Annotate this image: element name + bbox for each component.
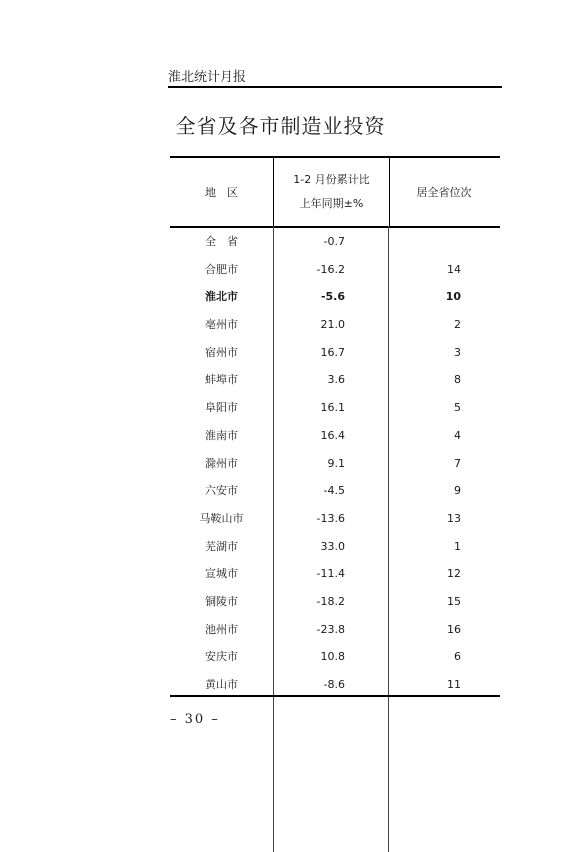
cell-rank: 5 — [454, 401, 461, 415]
cell-region: 蚌埠市 — [205, 373, 238, 387]
cell-region: 铜陵市 — [205, 594, 238, 608]
cell-value: 9.1 — [327, 456, 345, 470]
cell-value: -23.8 — [316, 622, 345, 636]
cell-region: 安庆市 — [205, 650, 238, 664]
cell-region: 芜湖市 — [205, 539, 238, 553]
cell-rank: 15 — [447, 594, 461, 608]
cell-value: 16.1 — [320, 401, 345, 415]
table-header — [170, 156, 500, 228]
cell-rank: 9 — [454, 484, 461, 498]
header-change — [273, 158, 390, 226]
table-row — [170, 311, 500, 339]
header-region — [170, 158, 273, 226]
table-row — [170, 422, 500, 450]
header-rank — [388, 158, 500, 226]
table-bottom-rule — [170, 695, 500, 697]
page-number: – 30 – — [170, 712, 220, 727]
table-row — [170, 339, 500, 367]
cell-rank: 3 — [454, 345, 461, 359]
table-row — [170, 505, 500, 533]
data-table — [170, 156, 500, 699]
header-change-line2: 上年同期±% — [299, 197, 364, 210]
table-row — [170, 560, 500, 588]
cell-region: 亳州市 — [205, 318, 238, 332]
cell-rank: 8 — [454, 373, 461, 387]
cell-region: 滁州市 — [205, 456, 238, 470]
table-row — [170, 394, 500, 422]
table-row — [170, 616, 500, 644]
cell-rank: 1 — [454, 539, 461, 553]
header-rank-label: 居全省位次 — [416, 186, 472, 199]
cell-value: 16.4 — [320, 428, 345, 442]
cell-region: 合肥市 — [205, 262, 238, 276]
table-row — [170, 283, 500, 311]
header-rule — [168, 86, 502, 88]
cell-rank: 16 — [447, 622, 461, 636]
header-change-line1: 1-2 月份累计比 — [293, 173, 370, 186]
cell-region: 全 省 — [205, 235, 238, 248]
cell-value: -4.5 — [323, 484, 345, 498]
cell-rank: 10 — [445, 290, 461, 304]
cell-region: 宿州市 — [205, 345, 238, 359]
cell-value: -13.6 — [316, 511, 345, 525]
table-row — [170, 228, 500, 256]
cell-region: 池州市 — [205, 622, 238, 636]
cell-region: 淮南市 — [205, 428, 238, 442]
cell-value: -18.2 — [316, 594, 345, 608]
cell-value: 16.7 — [320, 345, 345, 359]
cell-rank: 6 — [454, 650, 461, 664]
table-row — [170, 366, 500, 394]
cell-rank: 14 — [447, 262, 461, 276]
cell-region: 宣城市 — [205, 567, 238, 581]
cell-region: 马鞍山市 — [199, 511, 244, 525]
table-row — [170, 450, 500, 478]
cell-value: -0.7 — [323, 235, 345, 248]
cell-value: -8.6 — [323, 678, 345, 691]
table-row — [170, 533, 500, 561]
cell-value: -5.6 — [320, 290, 345, 304]
cell-rank: 11 — [447, 678, 461, 691]
cell-value: 21.0 — [320, 318, 345, 332]
page-title: 全省及各市制造业投资 — [175, 114, 386, 138]
cell-region: 六安市 — [205, 484, 238, 498]
cell-rank: 12 — [447, 567, 461, 581]
table-row — [170, 256, 500, 284]
cell-region: 阜阳市 — [205, 401, 238, 415]
running-head: 淮北统计月报 — [168, 70, 247, 85]
cell-value: 33.0 — [320, 539, 345, 553]
cell-value: 10.8 — [320, 650, 345, 664]
table-row — [170, 477, 500, 505]
cell-value: -16.2 — [316, 262, 345, 276]
cell-rank: 13 — [447, 511, 461, 525]
cell-rank: 4 — [454, 428, 461, 442]
table-row — [170, 643, 500, 671]
cell-region: 黄山市 — [205, 678, 238, 691]
cell-value: -11.4 — [316, 567, 345, 581]
table-row — [170, 588, 500, 616]
cell-rank: 7 — [454, 456, 461, 470]
cell-value: 3.6 — [327, 373, 345, 387]
header-region-label: 地 区 — [205, 186, 238, 199]
table-body — [170, 228, 500, 699]
cell-region: 淮北市 — [205, 290, 238, 304]
cell-rank: 2 — [454, 318, 461, 332]
